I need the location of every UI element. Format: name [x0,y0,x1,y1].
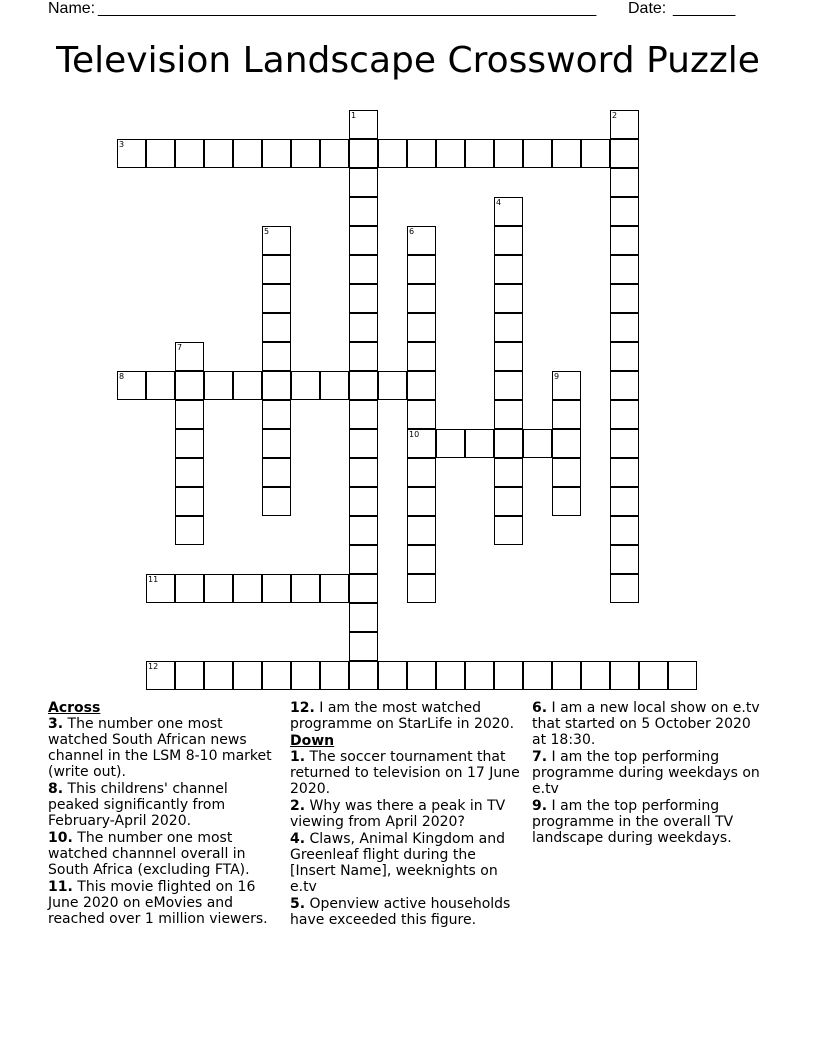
grid-cell[interactable] [407,342,436,371]
grid-cell[interactable] [523,661,552,690]
clue-across-3 [48,716,280,780]
grid-cell[interactable] [465,139,494,168]
grid-cell[interactable] [175,661,204,690]
clue-number-label: 9 [554,372,560,381]
clue-text: I am the top performing programme during weekdays on e.tv [532,749,760,797]
clue-number: 9. [532,798,548,814]
grid-cell[interactable] [378,661,407,690]
grid-cell[interactable] [407,313,436,342]
clue-text: This childrens' channel peaked significantly from February-April 2020. [48,781,228,829]
grid-cell[interactable] [378,139,407,168]
grid-cell[interactable] [262,458,291,487]
grid-cell[interactable] [494,661,523,690]
clue-down-2 [290,798,522,830]
clue-down-7 [532,749,768,797]
grid-cell[interactable] [175,371,204,400]
grid-cell[interactable] [523,429,552,458]
grid-cell[interactable] [523,139,552,168]
grid-cell[interactable] [233,371,262,400]
grid-cell[interactable] [639,661,668,690]
grid-cell[interactable] [610,197,639,226]
grid-cell[interactable] [117,139,146,168]
grid-cell[interactable] [610,487,639,516]
clue-down-1 [290,749,522,797]
grid-cell[interactable] [262,342,291,371]
grid-cell[interactable] [320,139,349,168]
grid-cell[interactable] [349,197,378,226]
grid-cell[interactable] [262,429,291,458]
grid-cell[interactable] [407,574,436,603]
grid-cell[interactable] [610,429,639,458]
grid-cell[interactable] [349,371,378,400]
grid-cell[interactable] [494,458,523,487]
grid-cell[interactable] [233,139,262,168]
grid-cell[interactable] [581,661,610,690]
grid-cell[interactable] [291,371,320,400]
clues-column-3 [532,700,768,847]
grid-cell[interactable] [349,545,378,574]
clue-number-label: 3 [119,140,125,149]
clue-number: 11. [48,879,73,895]
grid-cell[interactable] [407,516,436,545]
grid-cell[interactable] [175,400,204,429]
clue-text: Openview active households have exceeded this figure. [290,896,511,928]
grid-cell[interactable] [175,458,204,487]
grid-cell[interactable] [204,661,233,690]
grid-cell[interactable] [494,139,523,168]
clue-number-label: 10 [409,430,420,439]
grid-cell[interactable] [349,313,378,342]
grid-cell[interactable] [349,342,378,371]
clue-down-9 [532,798,768,846]
grid-cell[interactable] [552,487,581,516]
grid-cell[interactable] [349,487,378,516]
grid-cell[interactable] [610,545,639,574]
grid-cell[interactable] [175,574,204,603]
grid-cell[interactable] [610,458,639,487]
grid-cell[interactable] [204,371,233,400]
grid-cell[interactable] [407,226,436,255]
grid-cell[interactable] [349,632,378,661]
grid-cell[interactable] [349,603,378,632]
grid-cell[interactable] [233,574,262,603]
grid-cell[interactable] [494,313,523,342]
grid-cell[interactable] [349,255,378,284]
grid-cell[interactable] [146,371,175,400]
grid-cell[interactable] [668,661,697,690]
grid-cell[interactable] [610,400,639,429]
grid-cell[interactable] [610,168,639,197]
grid-cell[interactable] [262,313,291,342]
grid-cell[interactable] [610,574,639,603]
clue-number: 2. [290,798,306,814]
clues-column-2 [290,700,522,929]
name-label: Name: [48,0,96,17]
grid-cell[interactable] [262,139,291,168]
clue-text: I am a new local show on e.tv that started on 5 October 2020 at 18:30. [532,700,760,748]
grid-cell[interactable] [146,139,175,168]
grid-cell[interactable] [175,429,204,458]
clue-number: 12. [290,700,315,716]
grid-cell[interactable] [291,574,320,603]
grid-cell[interactable] [552,429,581,458]
clue-number: 4. [290,831,306,847]
clue-number-label: 12 [148,662,159,671]
grid-cell[interactable] [320,371,349,400]
grid-cell[interactable] [494,226,523,255]
clue-number: 5. [290,896,306,912]
grid-cell[interactable] [552,400,581,429]
grid-cell[interactable] [349,110,378,139]
grid-cell[interactable] [552,458,581,487]
grid-cell[interactable] [407,545,436,574]
grid-cell[interactable] [262,400,291,429]
clue-number: 7. [532,749,548,765]
grid-cell[interactable] [407,429,436,458]
clue-text: I am the top performing programme in the overall TV landscape during weekdays. [532,798,734,846]
grid-cell[interactable] [291,661,320,690]
clue-number-label: 4 [496,198,502,207]
grid-cell[interactable] [610,284,639,313]
clue-across-10 [48,830,280,878]
grid-cell[interactable] [407,487,436,516]
grid-cell[interactable] [175,139,204,168]
grid-cell[interactable] [204,574,233,603]
grid-cell[interactable] [233,661,262,690]
grid-cell[interactable] [349,284,378,313]
grid-cell[interactable] [407,458,436,487]
grid-cell[interactable] [494,400,523,429]
grid-cell[interactable] [610,110,639,139]
grid-cell[interactable] [349,168,378,197]
clue-number-label: 2 [612,111,618,120]
grid-cell[interactable] [407,661,436,690]
grid-cell[interactable] [262,487,291,516]
puzzle-title: Television Landscape Crossword Puzzle [56,40,760,81]
grid-cell[interactable] [494,255,523,284]
header [48,0,748,24]
grid-cell[interactable] [175,516,204,545]
grid-cell[interactable] [436,139,465,168]
grid-cell[interactable] [117,371,146,400]
clue-text: Why was there a peak in TV viewing from April 2020? [290,798,506,830]
date-field[interactable]: _______ [673,0,736,17]
clue-number-label: 5 [264,227,270,236]
clue-number-label: 1 [351,111,357,120]
clue-number: 10. [48,830,73,846]
clue-text: The soccer tournament that returned to television on 17 June 2020. [290,749,520,797]
clue-number: 3. [48,716,64,732]
clue-number: 1. [290,749,306,765]
grid-cell[interactable] [407,400,436,429]
clue-number-label: 8 [119,372,125,381]
grid-cell[interactable] [610,313,639,342]
clue-text: This movie flighted on 16 June 2020 on eMovies and reached over 1 million viewers. [48,879,268,927]
clue-text: The number one most watched channnel overall in South Africa (excluding FTA). [48,830,250,878]
grid-cell[interactable] [146,574,175,603]
clue-number-label: 11 [148,575,159,584]
grid-cell[interactable] [204,139,233,168]
name-field[interactable]: ________________________________________________________ [98,0,597,17]
grid-cell[interactable] [610,661,639,690]
grid-cell[interactable] [378,371,407,400]
grid-cell[interactable] [581,139,610,168]
clue-down-6 [532,700,768,748]
clue-number-label: 7 [177,343,183,352]
grid-cell[interactable] [610,255,639,284]
grid-cell[interactable] [262,255,291,284]
clue-text: Claws, Animal Kingdom and Greenleaf flight during the [Insert Name], weeknights on e.tv [290,831,506,895]
grid-cell[interactable] [494,342,523,371]
grid-cell[interactable] [262,284,291,313]
grid-cell[interactable] [349,139,378,168]
grid-cell[interactable] [349,226,378,255]
grid-cell[interactable] [610,342,639,371]
grid-cell[interactable] [320,661,349,690]
clue-number-label: 6 [409,227,415,236]
grid-cell[interactable] [465,661,494,690]
grid-cell[interactable] [436,661,465,690]
grid-cell[interactable] [349,400,378,429]
grid-cell[interactable] [494,429,523,458]
grid-cell[interactable] [552,661,581,690]
grid-cell[interactable] [407,255,436,284]
grid-cell[interactable] [610,371,639,400]
date-label: Date: [628,0,667,17]
across-heading: Across [48,700,101,716]
grid-cell[interactable] [494,197,523,226]
grid-cell[interactable] [262,661,291,690]
grid-cell[interactable] [552,139,581,168]
down-heading: Down [290,733,335,749]
grid-cell[interactable] [407,139,436,168]
grid-cell[interactable] [494,371,523,400]
grid-cell[interactable] [407,371,436,400]
clue-number: 6. [532,700,548,716]
clue-down-5 [290,896,522,928]
grid-cell[interactable] [320,574,349,603]
grid-cell[interactable] [610,139,639,168]
grid-cell[interactable] [465,429,494,458]
grid-cell[interactable] [436,429,465,458]
clue-text: The number one most watched South African news channel in the LSM 8-10 market (write out). [48,716,272,780]
grid-cell[interactable] [494,284,523,313]
grid-cell[interactable] [349,458,378,487]
clues-column-1 [48,700,280,928]
grid-cell[interactable] [175,342,204,371]
clue-across-11 [48,879,280,927]
grid-cell[interactable] [349,574,378,603]
grid-cell[interactable] [262,574,291,603]
grid-cell[interactable] [262,226,291,255]
clue-number: 8. [48,781,64,797]
grid-cell[interactable] [146,661,175,690]
clue-down-4 [290,831,522,895]
clue-across-8 [48,781,280,829]
grid-cell[interactable] [262,371,291,400]
grid-cell[interactable] [407,284,436,313]
grid-cell[interactable] [349,661,378,690]
grid-cell[interactable] [349,516,378,545]
grid-cell[interactable] [552,371,581,400]
grid-cell[interactable] [610,516,639,545]
grid-cell[interactable] [494,487,523,516]
grid-cell[interactable] [291,139,320,168]
grid-cell[interactable] [494,516,523,545]
clue-across-12 [290,700,522,732]
grid-cell[interactable] [349,429,378,458]
grid-cell[interactable] [610,226,639,255]
grid-cell[interactable] [175,487,204,516]
clue-text: I am the most watched programme on StarLife in 2020. [290,700,515,732]
